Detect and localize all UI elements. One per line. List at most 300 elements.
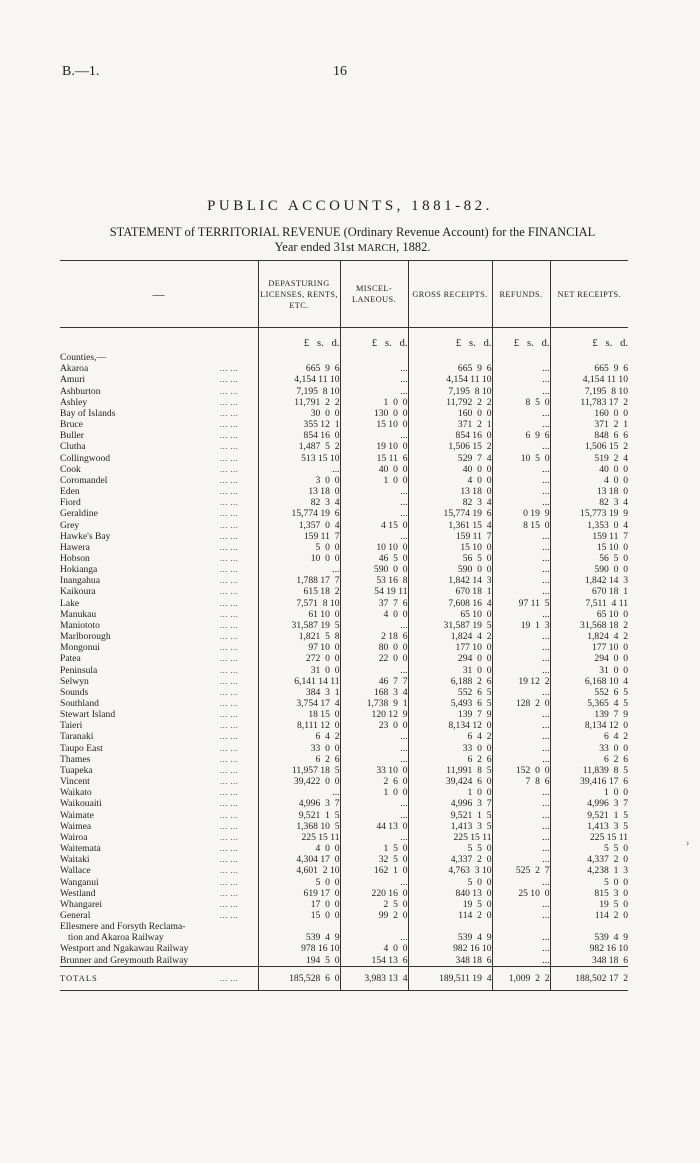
cell-net: 5 0 0 — [550, 877, 628, 888]
subtitle-line-2a: Year ended 31st — [274, 240, 358, 254]
cell-misc: 220 16 0 — [340, 888, 408, 899]
cell-net: 371 2 1 — [550, 419, 628, 430]
cell-net: 6,168 10 4 — [550, 676, 628, 687]
row-name: Waimea — [60, 820, 92, 832]
cell-lic: 159 11 7 — [258, 531, 340, 542]
cell-gross: 39,424 6 0 — [408, 776, 492, 787]
cell-ref: 525 2 7 — [492, 865, 550, 876]
cell-ref: 1,009 2 2 — [492, 966, 550, 990]
table-row — [60, 776, 628, 787]
units-lic: £ s. d. — [258, 328, 340, 353]
leader-dots: ... ... — [220, 541, 239, 552]
cell-ref: ... — [492, 631, 550, 642]
cell-gross: 1,824 4 2 — [408, 631, 492, 642]
table-row — [60, 899, 628, 910]
table-row — [60, 486, 628, 497]
cell-lic: 15 0 0 — [258, 910, 340, 921]
table-row — [60, 441, 628, 452]
cell-ref: ... — [492, 653, 550, 664]
cell-misc: 4 0 0 — [340, 943, 408, 954]
cell-net: 6 2 6 — [550, 754, 628, 765]
leader-dots: ... ... — [220, 597, 239, 608]
cell-lic: 31 0 0 — [258, 665, 340, 676]
cell-lic: 513 15 10 — [258, 453, 340, 464]
cell-lic: 1,821 5 8 — [258, 631, 340, 642]
cell-ref: ... — [492, 832, 550, 843]
row-name — [60, 921, 220, 943]
leader-dots: ... ... — [220, 552, 239, 563]
cell-gross: 1,506 15 2 — [408, 441, 492, 452]
cell-net: 848 6 6 — [550, 430, 628, 441]
cell-gross: 65 10 0 — [408, 609, 492, 620]
section-heading-row — [60, 352, 628, 363]
leader-dots: ... ... — [220, 820, 239, 831]
table-row — [60, 609, 628, 620]
cell-ref: ... — [492, 497, 550, 508]
units-gross: £ s. d. — [408, 328, 492, 353]
leader-dots: ... ... — [220, 497, 239, 508]
cell-lic: 39,422 0 0 — [258, 776, 340, 787]
cell-ref: ... — [492, 553, 550, 564]
row-name: Southland — [60, 698, 99, 709]
cell-ref: ... — [492, 531, 550, 542]
cell-lic: 5 0 0 — [258, 877, 340, 888]
cell-gross: 371 2 1 — [408, 419, 492, 430]
cell-net: 56 5 0 — [550, 553, 628, 564]
cell-lic: 854 16 0 — [258, 430, 340, 441]
cell-net: 1,506 15 2 — [550, 441, 628, 452]
column-header-net: NET RECEIPTS. — [550, 261, 628, 328]
cell-misc: 590 0 0 — [340, 564, 408, 575]
table-row — [60, 363, 628, 374]
leader-dots: ... ... — [220, 396, 239, 407]
row-name-line: Ellesmere and Forsyth Reclama- — [60, 921, 186, 933]
cell-gross: 7,608 16 4 — [408, 598, 492, 609]
cell-gross: 225 15 11 — [408, 832, 492, 843]
cell-ref: 10 5 0 — [492, 453, 550, 464]
cell-misc: 40 0 0 — [340, 464, 408, 475]
leader-dots: ... ... — [220, 720, 239, 731]
statement-subtitle — [60, 225, 645, 256]
cell-net: 159 11 7 — [550, 531, 628, 542]
leader-dots: ... ... — [220, 675, 239, 686]
leader-dots — [220, 921, 258, 943]
leader-dots: ... ... — [220, 831, 239, 842]
cell-misc: 80 0 0 — [340, 642, 408, 653]
cell-ref: 25 10 0 — [492, 888, 550, 899]
cell-net: 815 3 0 — [550, 888, 628, 899]
cell-lic: 31,587 19 5 — [258, 620, 340, 631]
cell-gross: 33 0 0 — [408, 743, 492, 754]
table-row — [60, 877, 628, 888]
cell-net: 982 16 10 — [550, 943, 628, 954]
table-row — [60, 497, 628, 508]
cell-net: 1 0 0 — [550, 787, 628, 798]
cell-ref: 6 9 6 — [492, 430, 550, 441]
column-header-licenses: DEPASTURING LICENSES, RENTS, ETC. — [258, 261, 340, 328]
cell-net: 552 6 5 — [550, 687, 628, 698]
row-name: Taieri — [60, 720, 83, 732]
cell-misc: 54 19 11 — [340, 586, 408, 597]
row-name: Geraldine — [60, 508, 98, 520]
leader-dots: ... ... — [220, 385, 239, 396]
table-row — [60, 865, 628, 876]
cell-misc: ... — [340, 620, 408, 631]
leader-dots: ... ... — [220, 653, 239, 664]
cell-lic: 272 0 0 — [258, 653, 340, 664]
cell-gross: 539 4 9 — [408, 921, 492, 943]
units-refunds: £ s. d. — [492, 328, 550, 353]
cell-misc: ... — [340, 374, 408, 385]
cell-lic: 1,357 0 4 — [258, 520, 340, 531]
row-name: Whangarei — [60, 898, 103, 910]
leader-dots: ... ... — [220, 374, 239, 385]
cell-misc: 2 6 0 — [340, 776, 408, 787]
row-name: General — [60, 909, 91, 921]
subtitle-line-1: STATEMENT of TERRITORIAL REVENUE (Ordinary Revenue Account) for the FINANCIAL — [109, 225, 596, 239]
cell-ref: ... — [492, 386, 550, 397]
leader-dots: ... ... — [220, 764, 239, 775]
row-name: TOTALS — [60, 966, 220, 990]
row-name: Westport and Ngakawau Railway — [60, 943, 189, 955]
row-name: Amuri — [60, 374, 86, 386]
cell-gross: 15,774 19 6 — [408, 508, 492, 519]
cell-lic: 6,141 14 11 — [258, 676, 340, 687]
cell-misc: 4 15 0 — [340, 520, 408, 531]
cell-lic: 11,791 2 2 — [258, 397, 340, 408]
leader-dots — [220, 943, 258, 954]
margin-mark: › — [686, 838, 690, 849]
cell-gross: 348 18 6 — [408, 955, 492, 967]
cell-misc: ... — [340, 531, 408, 542]
cell-misc: 1 5 0 — [340, 843, 408, 854]
cell-ref: ... — [492, 419, 550, 430]
row-name: Inangahua — [60, 575, 100, 587]
table-row — [60, 843, 628, 854]
cell-lic: 3 0 0 — [258, 475, 340, 486]
cell-gross: 19 5 0 — [408, 899, 492, 910]
leader-dots: ... ... — [220, 407, 239, 418]
general-row — [60, 910, 628, 921]
table-row — [60, 430, 628, 441]
cell-misc: 1 0 0 — [340, 475, 408, 486]
row-name: Waikouaiti — [60, 798, 102, 810]
leader-dots: ... ... — [220, 452, 239, 463]
cell-misc: 1,738 9 1 — [340, 698, 408, 709]
cell-gross: 15 10 0 — [408, 542, 492, 553]
row-name: Buller — [60, 430, 84, 442]
table-row — [60, 709, 628, 720]
cell-ref: ... — [492, 475, 550, 486]
cell-gross: 6 2 6 — [408, 754, 492, 765]
table-row — [60, 598, 628, 609]
cell-ref: 7 8 6 — [492, 776, 550, 787]
leader-dots: ... ... — [220, 909, 239, 920]
cell-ref: ... — [492, 542, 550, 553]
row-name: Mongonui — [60, 642, 100, 654]
cell-gross: 1,413 3 5 — [408, 821, 492, 832]
cell-net: 519 2 4 — [550, 453, 628, 464]
leader-dots: ... ... — [220, 742, 239, 753]
cell-lic: 9,521 1 5 — [258, 810, 340, 821]
table-row — [60, 665, 628, 676]
table-row — [60, 542, 628, 553]
row-name: Stewart Island — [60, 709, 116, 721]
table-row — [60, 787, 628, 798]
row-name: Waimate — [60, 809, 94, 821]
cell-ref: ... — [492, 910, 550, 921]
cell-ref: ... — [492, 709, 550, 720]
cell-gross: 9,521 1 5 — [408, 810, 492, 821]
table-row — [60, 798, 628, 809]
cell-net: 539 4 9 — [550, 921, 628, 943]
units-row — [60, 328, 628, 353]
table-row — [60, 854, 628, 865]
cell-net: 1,353 0 4 — [550, 520, 628, 531]
row-name: Kaikoura — [60, 586, 96, 598]
cell-net: 1,824 4 2 — [550, 631, 628, 642]
table-row — [60, 821, 628, 832]
row-name: Collingwood — [60, 452, 111, 464]
cell-gross: 854 16 0 — [408, 430, 492, 441]
row-name: Tuapeka — [60, 764, 93, 776]
cell-gross: 529 7 4 — [408, 453, 492, 464]
cell-gross: 4,763 3 10 — [408, 865, 492, 876]
cell-ref: ... — [492, 687, 550, 698]
units-net: £ s. d. — [550, 328, 628, 353]
cell-misc: 32 5 0 — [340, 854, 408, 865]
row-name: Bay of Islands — [60, 407, 116, 419]
cell-misc: 4 0 0 — [340, 609, 408, 620]
cell-gross: 5 0 0 — [408, 877, 492, 888]
row-name: Manukau — [60, 608, 97, 620]
table-row — [60, 374, 628, 385]
cell-lic: 5 0 0 — [258, 542, 340, 553]
cell-lic: 97 10 0 — [258, 642, 340, 653]
table-row — [60, 586, 628, 597]
cell-ref: ... — [492, 586, 550, 597]
table-row — [60, 765, 628, 776]
cell-ref: 152 0 0 — [492, 765, 550, 776]
cell-net: 294 0 0 — [550, 653, 628, 664]
cell-gross: 56 5 0 — [408, 553, 492, 564]
cell-misc: 44 13 0 — [340, 821, 408, 832]
table-row — [60, 419, 628, 430]
cell-gross: 552 6 5 — [408, 687, 492, 698]
table-row — [60, 631, 628, 642]
leader-dots: ... ... — [220, 474, 239, 485]
cell-ref: 0 19 9 — [492, 508, 550, 519]
table-row — [60, 720, 628, 731]
leader-dots: ... ... — [220, 419, 239, 430]
leader-dots: ... ... — [220, 753, 239, 764]
cell-net: 4,996 3 7 — [550, 798, 628, 809]
cell-net: 348 18 6 — [550, 955, 628, 967]
cell-ref: ... — [492, 921, 550, 943]
row-name: Thames — [60, 753, 91, 765]
cell-gross: 40 0 0 — [408, 464, 492, 475]
cell-ref: ... — [492, 877, 550, 888]
cell-ref: 97 11 5 — [492, 598, 550, 609]
cell-lic: 4 0 0 — [258, 843, 340, 854]
column-header-misc: MISCEL-LANEOUS. — [340, 261, 408, 328]
cell-net: 590 0 0 — [550, 564, 628, 575]
cell-ref: ... — [492, 441, 550, 452]
cell-gross: 114 2 0 — [408, 910, 492, 921]
table-row — [60, 520, 628, 531]
table-header-row — [60, 261, 628, 328]
cell-ref: ... — [492, 743, 550, 754]
leader-dots: ... ... — [220, 809, 239, 820]
cell-net: 188,502 17 2 — [550, 966, 628, 990]
cell-misc: 10 10 0 — [340, 542, 408, 553]
cell-net: 5,365 4 5 — [550, 698, 628, 709]
row-name: Marlborough — [60, 631, 111, 643]
cell-misc: ... — [340, 386, 408, 397]
row-name: Hawke's Bay — [60, 530, 111, 542]
table-row — [60, 754, 628, 765]
cell-lic: 7,195 8 10 — [258, 386, 340, 397]
cell-gross: 160 0 0 — [408, 408, 492, 419]
cell-misc: 33 10 0 — [340, 765, 408, 776]
brunner-row — [60, 955, 628, 967]
cell-lic: 355 12 1 — [258, 419, 340, 430]
cell-misc: 130 0 0 — [340, 408, 408, 419]
cell-lic: ... — [258, 564, 340, 575]
row-name-line: tion and Akaroa Railway — [68, 932, 164, 944]
cell-gross: 6 4 2 — [408, 731, 492, 742]
table-row — [60, 676, 628, 687]
table-row — [60, 687, 628, 698]
cell-lic: 6 2 6 — [258, 754, 340, 765]
cell-net: 19 5 0 — [550, 899, 628, 910]
leader-dots: ... ... — [220, 698, 239, 708]
table-row — [60, 620, 628, 631]
table-row — [60, 564, 628, 575]
cell-misc: 1 0 0 — [340, 787, 408, 798]
leader-dots: ... ... — [220, 843, 239, 854]
leader-dots: ... ... — [220, 865, 239, 876]
leader-dots: ... ... — [220, 731, 239, 742]
cell-gross: 665 9 6 — [408, 363, 492, 374]
cell-gross: 82 3 4 — [408, 497, 492, 508]
cell-lic: 1,788 17 7 — [258, 575, 340, 586]
row-name: Hobson — [60, 552, 90, 564]
cell-misc: 19 10 0 — [340, 441, 408, 452]
cell-net: 5 5 0 — [550, 843, 628, 854]
cell-misc: 2 5 0 — [340, 899, 408, 910]
leader-dots: ... ... — [220, 619, 239, 630]
cell-lic: 4,601 2 10 — [258, 865, 340, 876]
cell-lic: 1,487 5 2 — [258, 441, 340, 452]
cell-gross: 139 7 9 — [408, 709, 492, 720]
cell-net: 82 3 4 — [550, 497, 628, 508]
cell-net: 15 10 0 — [550, 542, 628, 553]
cell-lic: 61 10 0 — [258, 609, 340, 620]
cell-gross: 670 18 1 — [408, 586, 492, 597]
table-row — [60, 810, 628, 821]
cell-misc: 1 0 0 — [340, 397, 408, 408]
cell-lic: 225 15 11 — [258, 832, 340, 843]
leader-dots: ... ... — [220, 608, 239, 619]
cell-ref: 19 1 3 — [492, 620, 550, 631]
cell-ref: ... — [492, 810, 550, 821]
cell-misc: ... — [340, 798, 408, 809]
ellesmere-row — [60, 921, 628, 943]
cell-misc: ... — [340, 877, 408, 888]
table-row — [60, 642, 628, 653]
cell-ref: ... — [492, 564, 550, 575]
cell-ref: ... — [492, 754, 550, 765]
cell-ref: ... — [492, 720, 550, 731]
row-name: Waitaki — [60, 854, 90, 866]
cell-ref: ... — [492, 665, 550, 676]
cell-ref: ... — [492, 854, 550, 865]
cell-misc: ... — [340, 743, 408, 754]
cell-gross: 31 0 0 — [408, 665, 492, 676]
cell-ref: ... — [492, 609, 550, 620]
cell-gross: 13 18 0 — [408, 486, 492, 497]
cell-misc: ... — [340, 486, 408, 497]
cell-lic: 33 0 0 — [258, 743, 340, 754]
table-row — [60, 453, 628, 464]
row-name: Ashburton — [60, 385, 101, 397]
cell-gross: 982 16 10 — [408, 943, 492, 954]
cell-gross: 4,996 3 7 — [408, 798, 492, 809]
row-name: Peninsula — [60, 664, 98, 676]
cell-gross: 5,493 6 5 — [408, 698, 492, 709]
leader-dots: ... ... — [220, 575, 239, 586]
totals-row — [60, 966, 628, 990]
cell-misc: 15 10 0 — [340, 419, 408, 430]
subtitle-line-2b: , 1882. — [396, 240, 431, 254]
cell-ref: ... — [492, 943, 550, 954]
cell-gross: 31,587 19 5 — [408, 620, 492, 631]
row-name: Wanganui — [60, 876, 99, 888]
cell-ref: ... — [492, 731, 550, 742]
cell-misc: ... — [340, 731, 408, 742]
row-name: Wairoa — [60, 831, 88, 843]
page-title: PUBLIC ACCOUNTS, 1881-82. — [207, 198, 493, 214]
cell-lic: 4,996 3 7 — [258, 798, 340, 809]
table-row — [60, 731, 628, 742]
cell-lic: 978 16 10 — [258, 943, 340, 954]
leader-dots: ... ... — [220, 642, 239, 653]
cell-lic: 13 18 0 — [258, 486, 340, 497]
table-row — [60, 888, 628, 899]
cell-misc: 3,983 13 4 — [340, 966, 408, 990]
cell-net: 15,773 19 9 — [550, 508, 628, 519]
row-name: Taranaki — [60, 731, 94, 743]
cell-lic: 82 3 4 — [258, 497, 340, 508]
cell-net: 6 4 2 — [550, 731, 628, 742]
cell-net: 4 0 0 — [550, 475, 628, 486]
cell-gross: 1,361 15 4 — [408, 520, 492, 531]
cell-lic: 7,571 8 10 — [258, 598, 340, 609]
table-row — [60, 386, 628, 397]
cell-lic: 4,304 17 0 — [258, 854, 340, 865]
row-name: Westland — [60, 887, 96, 899]
leader-dots: ... ... — [220, 966, 258, 990]
leader-dots: ... ... — [220, 686, 239, 697]
cell-misc: 162 1 0 — [340, 865, 408, 876]
row-name: Waikato — [60, 787, 92, 799]
table-row — [60, 698, 628, 709]
cell-net: 139 7 9 — [550, 709, 628, 720]
cell-gross: 4,337 2 0 — [408, 854, 492, 865]
cell-ref: ... — [492, 374, 550, 385]
cell-misc: ... — [340, 921, 408, 943]
